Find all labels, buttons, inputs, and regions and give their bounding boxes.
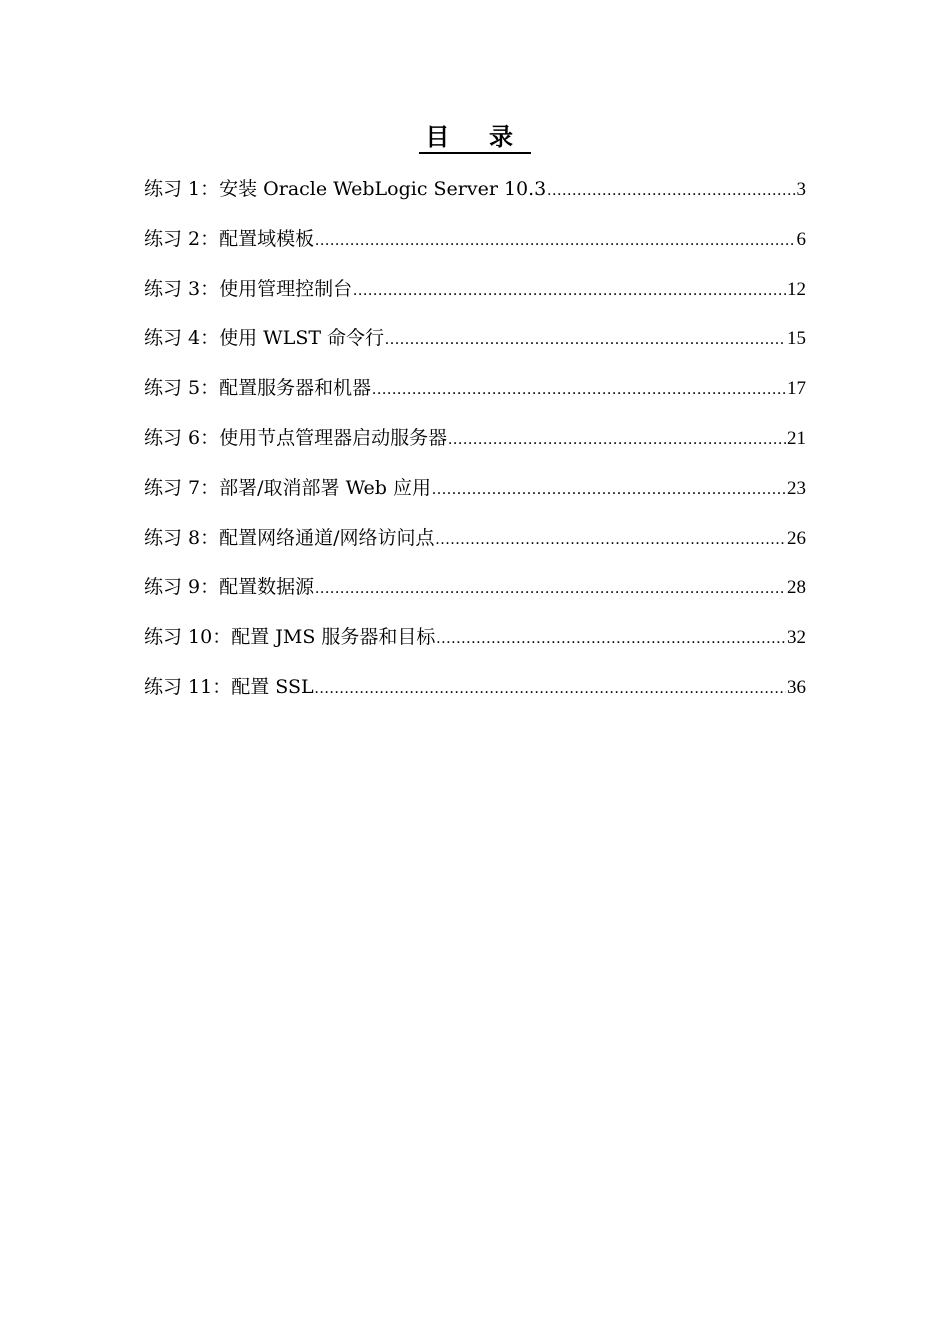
toc-dot-leader <box>353 274 786 308</box>
toc-entry[interactable] <box>144 570 806 620</box>
toc-entry-label: 练习 3：使用管理控制台 <box>144 277 353 300</box>
toc-entry[interactable] <box>144 172 806 222</box>
toc-entry-page: 36 <box>787 676 806 698</box>
toc-entry-page: 32 <box>787 627 806 649</box>
toc-entry-page: 3 <box>796 179 806 200</box>
toc-entry-label: 练习 8：配置网络通道/网络访问点 <box>144 526 435 549</box>
toc-title <box>0 122 950 154</box>
toc-entry[interactable] <box>144 222 806 272</box>
toc-entry-label: 练习 2：配置域模板 <box>144 227 315 250</box>
toc-entry[interactable] <box>144 272 806 322</box>
toc-dot-leader <box>315 672 786 706</box>
toc-entry-page: 12 <box>787 278 806 300</box>
toc-entry[interactable] <box>144 521 806 571</box>
toc-entry-label: 练习 1：安装 Oracle WebLogic Server 10.3 <box>144 178 547 200</box>
toc-entry[interactable] <box>144 620 806 670</box>
toc-dot-leader <box>448 423 786 457</box>
toc-dot-leader <box>547 174 795 208</box>
toc-list <box>144 172 806 720</box>
toc-dot-leader <box>372 373 786 407</box>
toc-entry[interactable] <box>144 371 806 421</box>
toc-entry[interactable] <box>144 471 806 521</box>
toc-entry[interactable] <box>144 421 806 471</box>
toc-entry-label: 练习 5：配置服务器和机器 <box>144 377 372 400</box>
toc-dot-leader <box>432 473 786 507</box>
toc-entry-page: 21 <box>787 427 806 449</box>
toc-entry-label: 练习 9：配置数据源 <box>144 576 315 599</box>
toc-title-text: 目 录 <box>419 122 530 154</box>
toc-dot-leader <box>436 523 786 557</box>
toc-dot-leader <box>436 622 786 656</box>
toc-entry-page: 26 <box>787 527 806 549</box>
toc-entry-page: 6 <box>796 228 806 250</box>
toc-entry-page: 23 <box>787 477 806 499</box>
toc-entry-label: 练习 6：使用节点管理器启动服务器 <box>144 426 448 449</box>
toc-entry-page: 15 <box>787 328 806 350</box>
toc-entry-page: 17 <box>787 378 806 400</box>
toc-entry-label: 练习 4：使用 WLST 命令行 <box>144 327 385 350</box>
toc-dot-leader <box>385 323 786 357</box>
toc-entry-label: 练习 7：部署/取消部署 Web 应用 <box>144 476 431 499</box>
toc-entry-label: 练习 11：配置 SSL <box>144 675 314 698</box>
toc-entry-page: 28 <box>787 577 806 599</box>
toc-entry[interactable] <box>144 321 806 371</box>
toc-entry-label: 练习 10：配置 JMS 服务器和目标 <box>144 626 436 649</box>
toc-entry[interactable] <box>144 670 806 720</box>
toc-dot-leader <box>315 224 795 258</box>
toc-dot-leader <box>315 572 786 606</box>
